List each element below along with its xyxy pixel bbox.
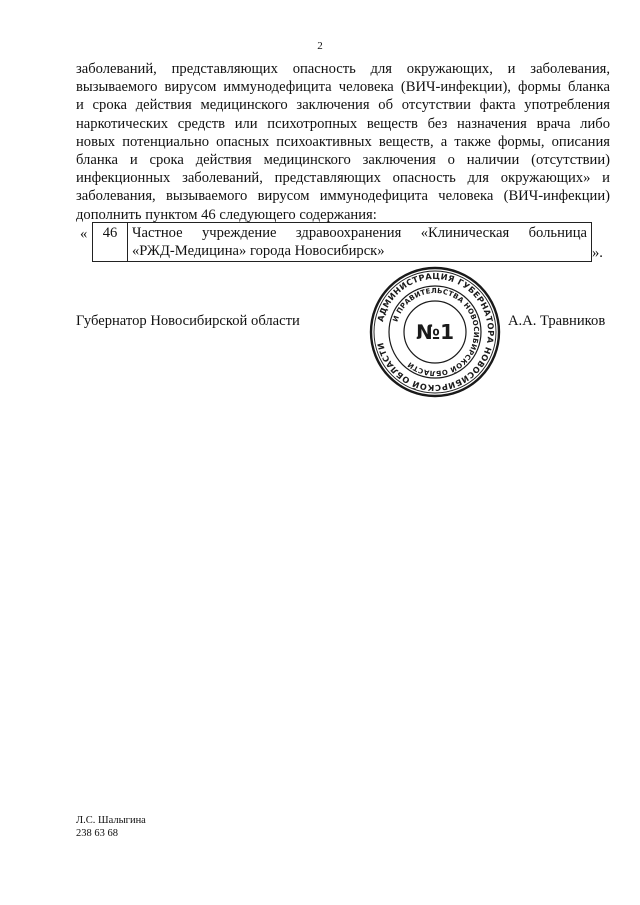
page-number: 2	[317, 40, 323, 52]
amendment-table	[92, 222, 592, 262]
signature-name: А.А. Травников	[508, 313, 606, 329]
paragraph-line: заболевания, вызываемого вирусом иммунодефицита человека (ВИЧ-инфекции)	[76, 188, 610, 205]
body-paragraph	[76, 60, 610, 224]
paragraph-line: заболеваний, представляющих опасность для окружающих, и заболевания,	[76, 61, 610, 77]
footer-author: Л.С. Шалыгина	[76, 815, 146, 826]
table-row	[93, 223, 592, 262]
paragraph-line: вызываемого вирусом иммунодефицита человека (ВИЧ-инфекции), формы бланка	[76, 79, 610, 96]
paragraph-line: наркотических средств или психотропных веществ без назначения врача либо	[76, 115, 610, 132]
closing-quote: ».	[592, 245, 603, 261]
seal-outer-text: АДМИНИСТРАЦИЯ ГУБЕРНАТОРА НОВОСИБИРСКОЙ ОБЛАСТИ	[375, 270, 497, 394]
paragraph-line: новых потенциально опасных психоактивных веществ, а также формы, описания	[76, 133, 610, 150]
paragraph-line: бланка и срока действия медицинского заключения о наличии (отсутствии)	[76, 152, 610, 169]
item-text	[128, 223, 592, 262]
item-number: 46	[93, 223, 128, 262]
paragraph-line: и срока действия медицинского заключения об отсутствии факта употребления	[76, 97, 610, 114]
document-footer	[76, 814, 146, 840]
amendment-block	[76, 222, 616, 262]
seal-inner-text: И ПРАВИТЕЛЬСТВА НОВОСИБИРСКОЙ ОБЛАСТИ	[391, 286, 481, 378]
paragraph-line: дополнить пунктом 46 следующего содержания:	[76, 206, 377, 223]
opening-quote: «	[80, 226, 88, 242]
item-text-line: «РЖД-Медицина» города Новосибирск»	[132, 243, 385, 260]
paragraph-line: инфекционных заболеваний, представляющих опасность для окружающих» и	[76, 170, 610, 187]
official-seal	[366, 266, 504, 398]
item-text-line: Частное учреждение здравоохранения «Клиническая больница	[132, 225, 587, 241]
seal-center-number: №1	[416, 320, 454, 344]
footer-phone: 238 63 68	[76, 828, 118, 839]
seal-stamp-icon	[366, 266, 504, 398]
signature-title: Губернатор Новосибирской области	[76, 313, 300, 329]
